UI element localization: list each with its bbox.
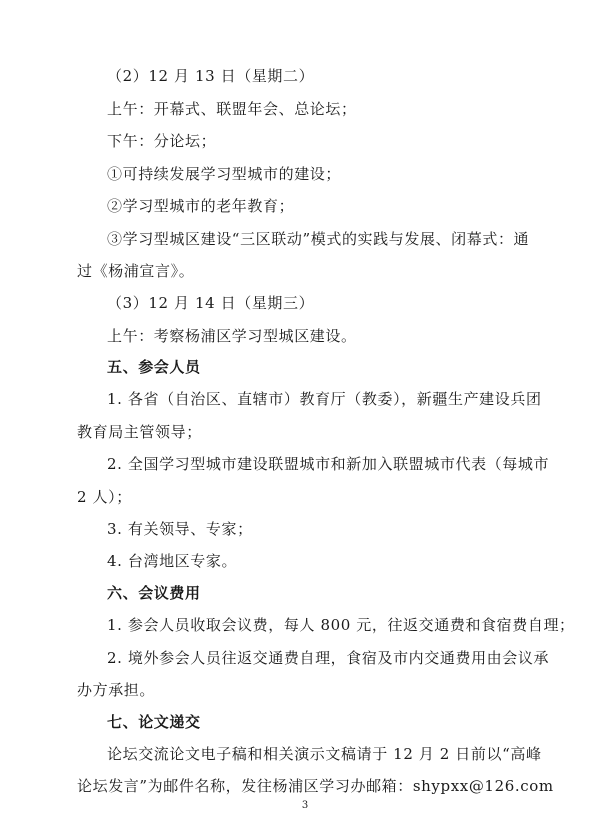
day2-afternoon: 下午：分论坛； bbox=[107, 132, 217, 150]
section-heading-papers: 七、论文递交 bbox=[107, 713, 201, 731]
page-number: 3 bbox=[301, 800, 309, 811]
day3-morning: 上午：考察杨浦区学习型城区建设。 bbox=[107, 327, 357, 345]
section-heading-fees: 六、会议费用 bbox=[107, 584, 201, 602]
day2-morning: 上午：开幕式、联盟年会、总论坛； bbox=[107, 100, 357, 118]
participant-item-1-cont: 教育局主管领导； bbox=[77, 423, 202, 441]
forum-topic-1: ①可持续发展学习型城市的建设； bbox=[107, 165, 342, 183]
schedule-day-2: （2）12 月 13 日（星期二） bbox=[107, 67, 315, 85]
participant-item-3: 3. 有关领导、专家； bbox=[107, 520, 253, 538]
fee-item-1: 1. 参会人员收取会议费，每人 800 元，往返交通费和食宿费自理； bbox=[107, 616, 575, 634]
participant-item-4: 4. 台湾地区专家。 bbox=[107, 552, 238, 570]
forum-topic-3-cont: 过《杨浦宣言》。 bbox=[77, 262, 195, 280]
fee-item-2: 2. 境外参会人员往返交通费自理，食宿及市内交通费用由会议承 bbox=[107, 649, 550, 667]
paper-submission-text: 论坛交流论文电子稿和相关演示文稿请于 12 月 2 日前以“高峰 bbox=[107, 745, 542, 763]
fee-item-2-cont: 办方承担。 bbox=[77, 681, 156, 699]
participant-item-2: 2. 全国学习型城市建设联盟城市和新加入联盟城市代表（每城市 bbox=[107, 455, 550, 473]
forum-topic-2: ②学习型城市的老年教育； bbox=[107, 197, 295, 215]
paper-submission-text-cont: 论坛发言”为邮件名称，发往杨浦区学习办邮箱：shypxx@126.com bbox=[77, 777, 554, 795]
schedule-day-3: （3）12 月 14 日（星期三） bbox=[107, 294, 315, 312]
participant-item-1: 1. 各省（自治区、直辖市）教育厅（教委），新疆生产建设兵团 bbox=[107, 390, 542, 408]
forum-topic-3: ③学习型城区建设“三区联动”模式的实践与发展、闭幕式：通 bbox=[107, 230, 530, 248]
section-heading-participants: 五、参会人员 bbox=[107, 358, 201, 376]
participant-item-2-cont: 2 人）； bbox=[77, 488, 132, 506]
